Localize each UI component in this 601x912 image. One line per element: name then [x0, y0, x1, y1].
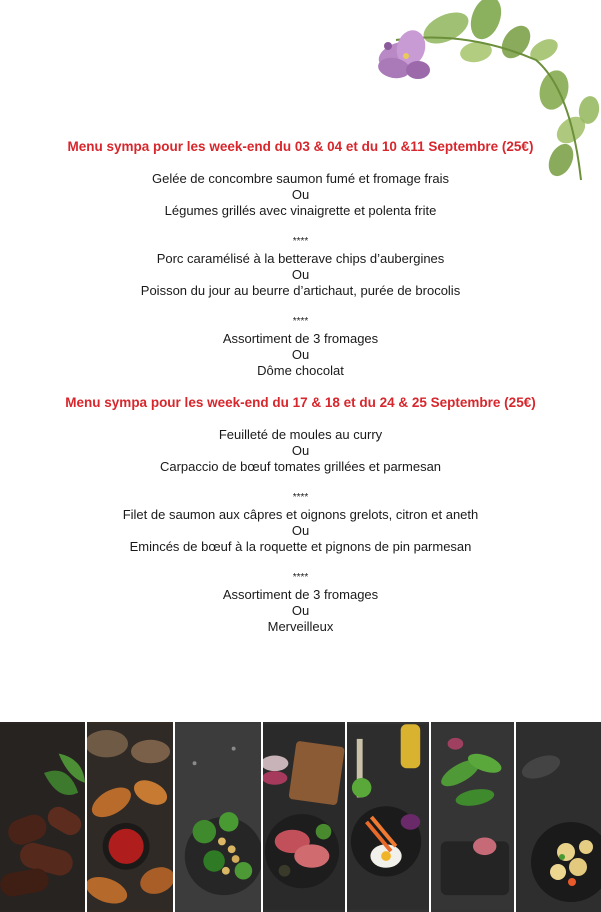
food-photo-herbs: [431, 722, 516, 912]
or-label: Ou: [291, 187, 310, 202]
menu-title: Menu sympa pour les week-end du 17 & 18 et du 24 & 25 Septembre (25€): [65, 395, 536, 410]
dish: Gelée de concombre saumon fumé et fromage frais: [152, 171, 449, 186]
dish: Dôme chocolat: [257, 363, 344, 378]
menu-title: Menu sympa pour les week-end du 03 & 04 et du 10 &11 Septembre (25€): [67, 139, 534, 154]
separator: ****: [292, 492, 309, 503]
flower-icon: [376, 27, 430, 81]
dish: Filet de saumon aux câpres et oignons grelots, citron et aneth: [122, 507, 479, 522]
or-label: Ou: [291, 347, 310, 362]
food-photo-chickpea-salad: [175, 722, 263, 912]
or-label: Ou: [291, 603, 310, 618]
dish: Carpaccio de bœuf tomates grillées et parmesan: [159, 459, 442, 474]
dish: Légumes grillés avec vinaigrette et polenta frite: [164, 203, 437, 218]
dish: Porc caramélisé à la betterave chips d’aubergines: [156, 251, 445, 266]
dish: Feuilleté de moules au curry: [218, 427, 383, 442]
dish: Emincés de bœuf à la roquette et pignons de pin parmesan: [129, 539, 472, 554]
separator: ****: [292, 236, 309, 247]
dish: Merveilleux: [267, 619, 334, 634]
or-label: Ou: [291, 443, 310, 458]
food-photo-strip: [0, 722, 601, 912]
food-photo-chicken-wings: [87, 722, 175, 912]
food-photo-pasta: [516, 722, 601, 912]
or-label: Ou: [291, 523, 310, 538]
food-photo-charcuterie: [263, 722, 347, 912]
dish: Assortiment de 3 fromages: [222, 587, 379, 602]
or-label: Ou: [291, 267, 310, 282]
food-photo-vegetables: [347, 722, 431, 912]
separator: ****: [292, 316, 309, 327]
food-photo-sausages: [0, 722, 87, 912]
dish: Assortiment de 3 fromages: [222, 331, 379, 346]
separator: ****: [292, 572, 309, 583]
dish: Poisson du jour au beurre d’artichaut, purée de brocolis: [140, 283, 461, 298]
floral-decoration: [376, 0, 601, 185]
